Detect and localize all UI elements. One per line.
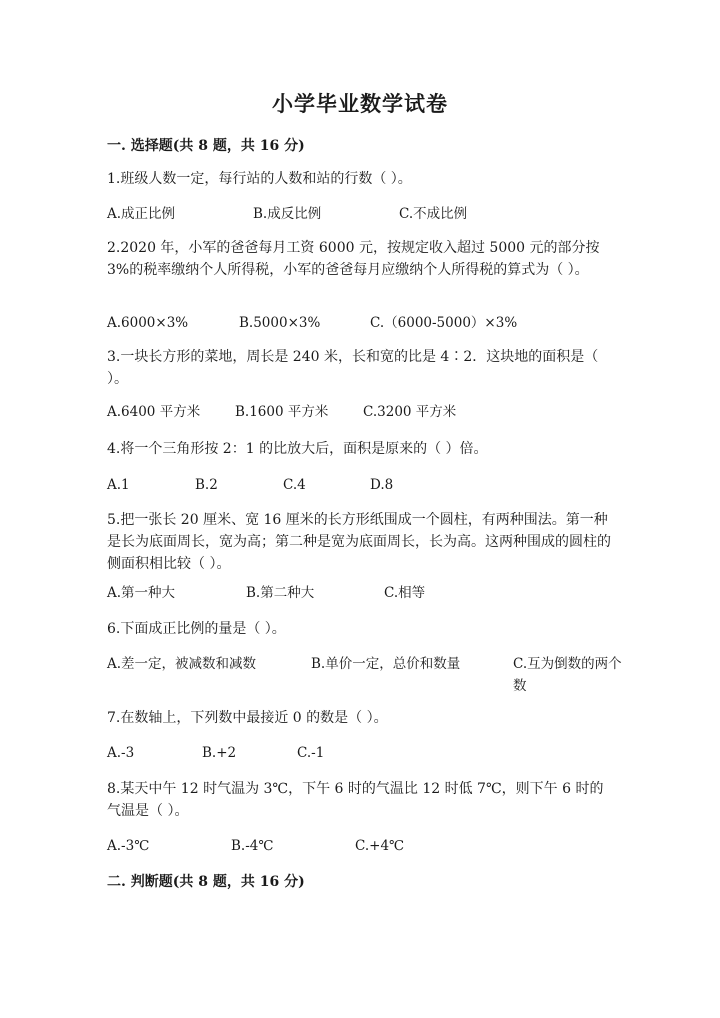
question-2-option-a: A.6000×3% [107,315,189,331]
page-title: 小学毕业数学试卷 [272,91,448,116]
question-8-option-b: B.-4℃ [231,838,274,854]
question-3-option-b: B.1600 平方米 [235,404,329,420]
question-4-option-c: C.4 [283,477,306,493]
question-4-option-d: D.8 [370,477,394,493]
question-2-option-c: C.（6000-5000）×3% [370,315,518,331]
question-3-option-a: A.6400 平方米 [107,404,201,420]
question-5-option-a: A.第一种大 [107,585,176,601]
question-1: 1.班级人数一定，每行站的人数和站的行数（ ）。 [107,171,412,187]
question-1-option-a: A.成正比例 [107,206,176,222]
question-5: 5.把一张长 20 厘米、宽 16 厘米的长方形纸围成一个圆柱，有两种围法。第一种是长为底面周长，宽为高；第二种是宽为底面周长，长为高。这两种围成的圆柱的侧面积相比较（ ）。 [107,512,611,572]
question-7: 7.在数轴上，下列数中最接近 0 的数是（ ）。 [107,710,388,726]
section-heading-judgement: 二. 判断题(共 8 题，共 16 分) [107,874,305,890]
question-4-option-a: A.1 [107,477,130,493]
question-8-option-a: A.-3℃ [107,838,150,854]
question-2-option-b: B.5000×3% [239,315,321,331]
question-6-option-c: C.互为倒数的两个数 [513,656,622,694]
question-6: 6.下面成正比例的量是（ ）。 [107,621,286,637]
question-8: 8.某天中午 12 时气温为 3℃，下午 6 时的气温比 12 时低 7℃，则下午 6 时的气温是（ ）。 [107,781,604,819]
question-4-option-b: B.2 [195,477,218,493]
question-5-option-c: C.相等 [384,585,426,601]
question-8-option-c: C.+4℃ [355,838,405,854]
question-7-option-a: A.-3 [107,745,135,761]
section-heading-choice: 一. 选择题(共 8 题，共 16 分) [107,138,305,154]
question-7-option-b: B.+2 [202,745,237,761]
question-3: 3.一块长方形的菜地，周长是 240 米，长和宽的比是 4∶2．这块地的面积是（ ）。 [107,349,599,387]
question-3-option-c: C.3200 平方米 [363,404,457,420]
question-5-option-b: B.第二种大 [246,585,315,601]
question-1-option-c: C.不成比例 [399,206,468,222]
question-4: 4.将一个三角形按 2：1 的比放大后，面积是原来的（ ）倍。 [107,441,488,457]
question-7-option-c: C.-1 [297,745,325,761]
question-2: 2.2020 年，小军的爸爸每月工资 6000 元，按规定收入超过 5000 元的部分按 3%的税率缴纳个人所得税，小军的爸爸每月应缴纳个人所得税的算式为（ ）。 [107,240,600,278]
question-6-option-b: B.单价一定，总价和数量 [311,656,461,672]
question-1-option-b: B.成反比例 [253,206,322,222]
question-6-option-a: A.差一定，被减数和减数 [107,656,257,672]
